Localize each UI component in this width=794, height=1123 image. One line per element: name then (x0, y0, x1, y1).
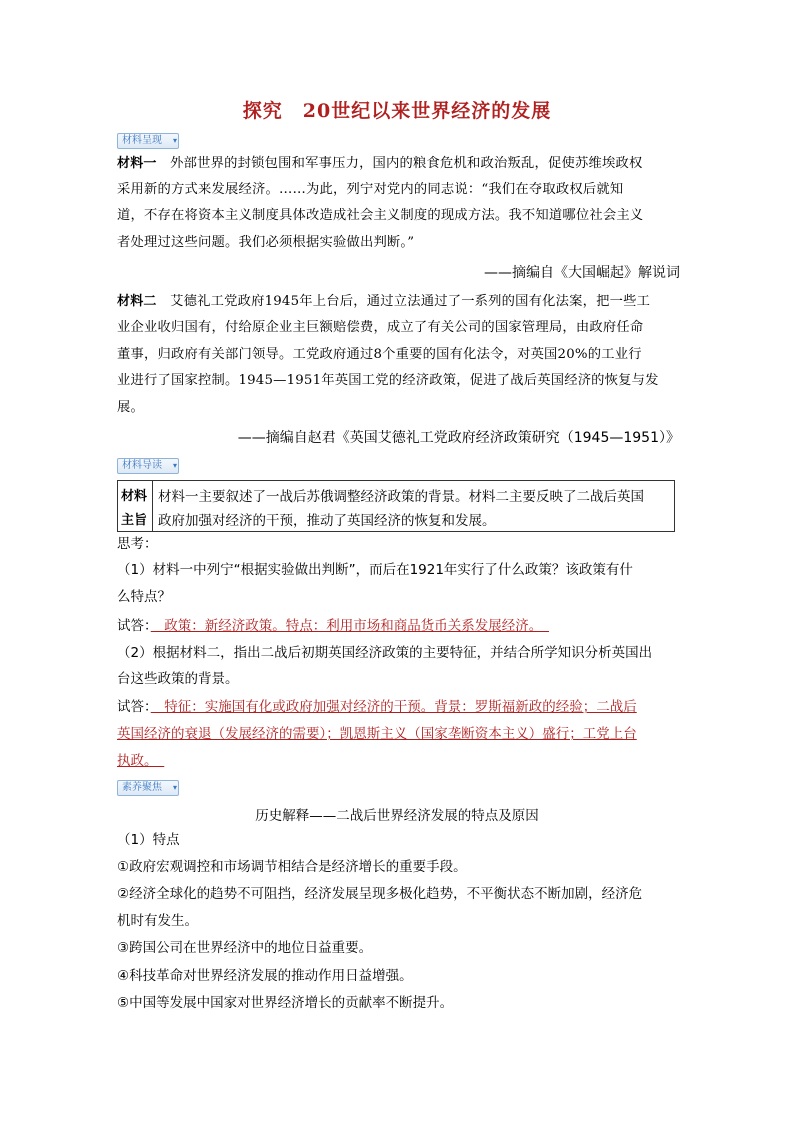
literacy-item-5: ⑤中国等发展中国家对世界经济增长的贡献率不断提升。 (117, 995, 454, 1011)
material1-line-1: 材料一 外部世界的封锁包围和军事压力，国内的粮食危机和政治叛乱，促使苏维埃政权 (117, 156, 643, 171)
material1-line-3: 道，不存在将资本主义制度具体改造成社会主义制度的现成方法。我不知道哪位社会主义 (117, 208, 644, 223)
literacy-item-2-cont: 机时有发生。 (117, 913, 198, 929)
guide-label-cell (118, 481, 153, 531)
think-label: 思考： (117, 536, 158, 552)
section-tag-materials: 材料呈现 ▾ (117, 133, 179, 149)
question2-answer-line-2: 英国经济的衰退（发展经济的需要）；凯恩斯主义（国家垄断资本主义）盛行；工党上台 (117, 726, 637, 742)
material2-source: ——摘编自赵君《英国艾德礼工党政府经济政策研究（1945—1951）》 (237, 430, 680, 446)
question2-answer-line-3: 执政。 (117, 753, 165, 769)
material1-label: 材料一 (117, 156, 157, 171)
question2-answer-part-1: 特征：实施国有化或政府加强对经济的干预。背景：罗斯福新政的经验；二战后 (150, 699, 637, 715)
material1-line-2: 采用新的方式来发展经济。……为此，列宁对党内的同志说：“我们在夺取政权后就知 (117, 182, 624, 197)
question1-line-1: （1）材料一中列宁“根据实验做出判断”，而后在1921年实行了什么政策？该政策有什 (117, 562, 633, 578)
material-guide-box (117, 480, 675, 532)
question1-answer: 政策：新经济政策。特点：利用市场和商品货币关系发展经济。 (150, 618, 549, 634)
material2-line-3: 董事，归政府有关部门领导。工党政府通过8个重要的国有化法令，对英国20%的工业行 (117, 347, 642, 362)
question2-answer-label: 试答： (117, 699, 151, 715)
material2-line-2: 业企业收归国有，付给原企业主巨额赔偿费，成立了有关公司的国家管理局，由政府任命 (117, 320, 644, 335)
literacy-item-2: ②经济全球化的趋势不可阻挡，经济发展呈现多极化趋势，不平衡状态不断加剧，经济危 (117, 886, 643, 902)
section-tag-literacy: 素养聚焦 ▾ (117, 780, 179, 796)
guide-label-top: 材料 (121, 489, 148, 504)
material1-line-4: 者处理过这些问题。我们必须根据实验做出判断。” (117, 235, 415, 250)
material2-line-5: 展。 (117, 400, 144, 415)
guide-text-line-1: 材料一主要叙述了一战后苏俄调整经济政策的背景。材料二主要反映了二战后英国 (158, 489, 644, 505)
material2-label: 材料二 (117, 294, 157, 309)
literacy-item-4: ④科技革命对世界经济发展的推动作用日益增强。 (117, 968, 413, 984)
material1-source: ——摘编自《大国崛起》解说词 (484, 265, 680, 281)
question1-answer-label: 试答： (117, 618, 151, 634)
material2-line-4: 业进行了国家控制。1945—1951年英国工党的经济政策，促进了战后英国经济的恢复与发 (117, 373, 659, 388)
question2-answer-line-1 (117, 697, 677, 717)
question1-line-2: 么特点？ (117, 589, 171, 605)
question1-answer-line (117, 616, 677, 636)
literacy-subheading: （1）特点 (117, 832, 180, 848)
literacy-item-3: ③跨国公司在世界经济中的地位日益重要。 (117, 940, 373, 956)
page-title: 探究 20世纪以来世界经济的发展 (242, 100, 552, 122)
literacy-heading: 历史解释——二战后世界经济发展的特点及原因 (255, 808, 539, 824)
material2-line-1: 材料二 艾德礼工党政府1945年上台后，通过立法通过了一系列的国有化法案，把一些工 (117, 294, 651, 309)
question2-line-1: （2）根据材料二，指出二战后初期英国经济政策的主要特征，并结合所学知识分析英国出 (117, 645, 653, 661)
literacy-item-1: ①政府宏观调控和市场调节相结合是经济增长的重要手段。 (117, 859, 467, 875)
guide-label-bottom: 主旨 (121, 513, 148, 528)
guide-text-line-2: 政府加强对经济的干预，推动了英国经济的恢复和发展。 (158, 513, 496, 529)
section-tag-guide: 材料导读 ▾ (117, 458, 179, 474)
question2-line-2: 台这些政策的背景。 (117, 671, 239, 687)
